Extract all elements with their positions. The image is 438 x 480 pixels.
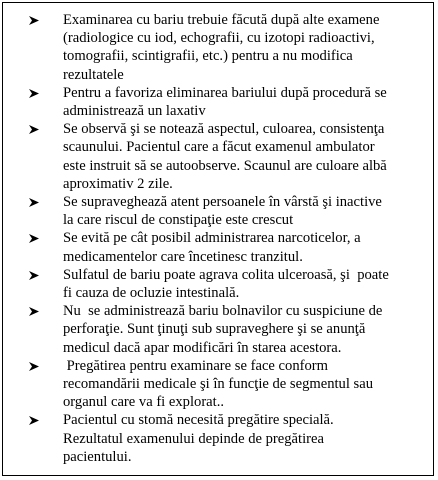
list-item [29,84,429,120]
text-line: administrează un laxativ [63,103,206,120]
text-line: Rezultatul examenului depinde de pregătirea [63,430,324,447]
list-item [29,229,429,265]
text-line: la care riscul de constipaţie este crescut [63,212,294,229]
text-line: Se observă şi se notează aspectul, culoarea, consistenţa [63,121,385,138]
text-line: scaunului. Pacientul care a făcut examenul ambulator [63,139,375,156]
text-line: organul care va fi explorat.. [63,394,225,411]
list-item [29,120,429,193]
list-item-text [63,411,429,466]
arrowhead-bullet-icon [29,234,39,243]
list-item-text [63,120,429,193]
text-line: recomandării medicale şi în funcţie de segmentul sau [63,376,374,393]
list-item [29,357,429,412]
list-item [29,411,429,466]
list-item-text [63,229,429,265]
text-line: perforaţie. Sunt ţinuţi sub supraveghere şi se anunţă [63,321,366,338]
text-line: Se supraveghează atent persoanele în vârstă şi inactive [63,194,382,211]
text-line: Sulfatul de bariu poate agrava colita ulceroasă, şi poate [63,266,389,283]
text-line: rezultatele [63,66,124,83]
arrowhead-bullet-icon [29,362,39,371]
bullet-list [29,11,429,466]
text-line: (radiologice cu iod, echografii, cu izotopi radioactivi, [63,30,375,47]
text-line: Pentru a favoriza eliminarea bariului după procedură se [63,84,387,101]
arrowhead-bullet-icon [29,416,39,425]
list-item-text [63,193,429,229]
list-item [29,266,429,302]
text-line: fi cauza de ocluzie intestinală. [63,285,240,302]
text-line: aproximativ 2 zile. [63,175,173,192]
arrowhead-bullet-icon [29,16,39,25]
text-line: Pregătirea pentru examinare se face conform [63,357,328,374]
arrowhead-bullet-icon [29,198,39,207]
list-item-text [63,357,429,412]
list-item-text [63,11,429,84]
text-line: medicul dacă apar modificări în starea acestora. [63,339,342,356]
arrowhead-bullet-icon [29,125,39,134]
text-line: este instruit să se autoobserve. Scaunul are culoare albă [63,157,387,174]
text-line: medicamentelor care încetinesc tranzitul. [63,248,303,265]
list-item-text [63,84,429,120]
text-line: pacientului. [63,448,132,465]
document-frame [2,2,434,476]
list-item-text [63,302,429,357]
text-line: tomografii, scintigrafii, etc.) pentru a nu modifica [63,48,353,65]
arrowhead-bullet-icon [29,307,39,316]
text-line: Pacientul cu stomă necesită pregătire specială. [63,412,334,429]
text-line: Se evită pe cât posibil administrarea narcoticelor, a [63,230,361,247]
text-line: Nu se administrează bariu bolnavilor cu suspiciune de [63,303,383,320]
arrowhead-bullet-icon [29,271,39,280]
arrowhead-bullet-icon [29,89,39,98]
list-item-text [63,266,429,302]
text-line: Examinarea cu bariu trebuie făcută după alte examene [63,12,380,28]
list-item [29,11,429,84]
list-item [29,193,429,229]
list-item [29,302,429,357]
